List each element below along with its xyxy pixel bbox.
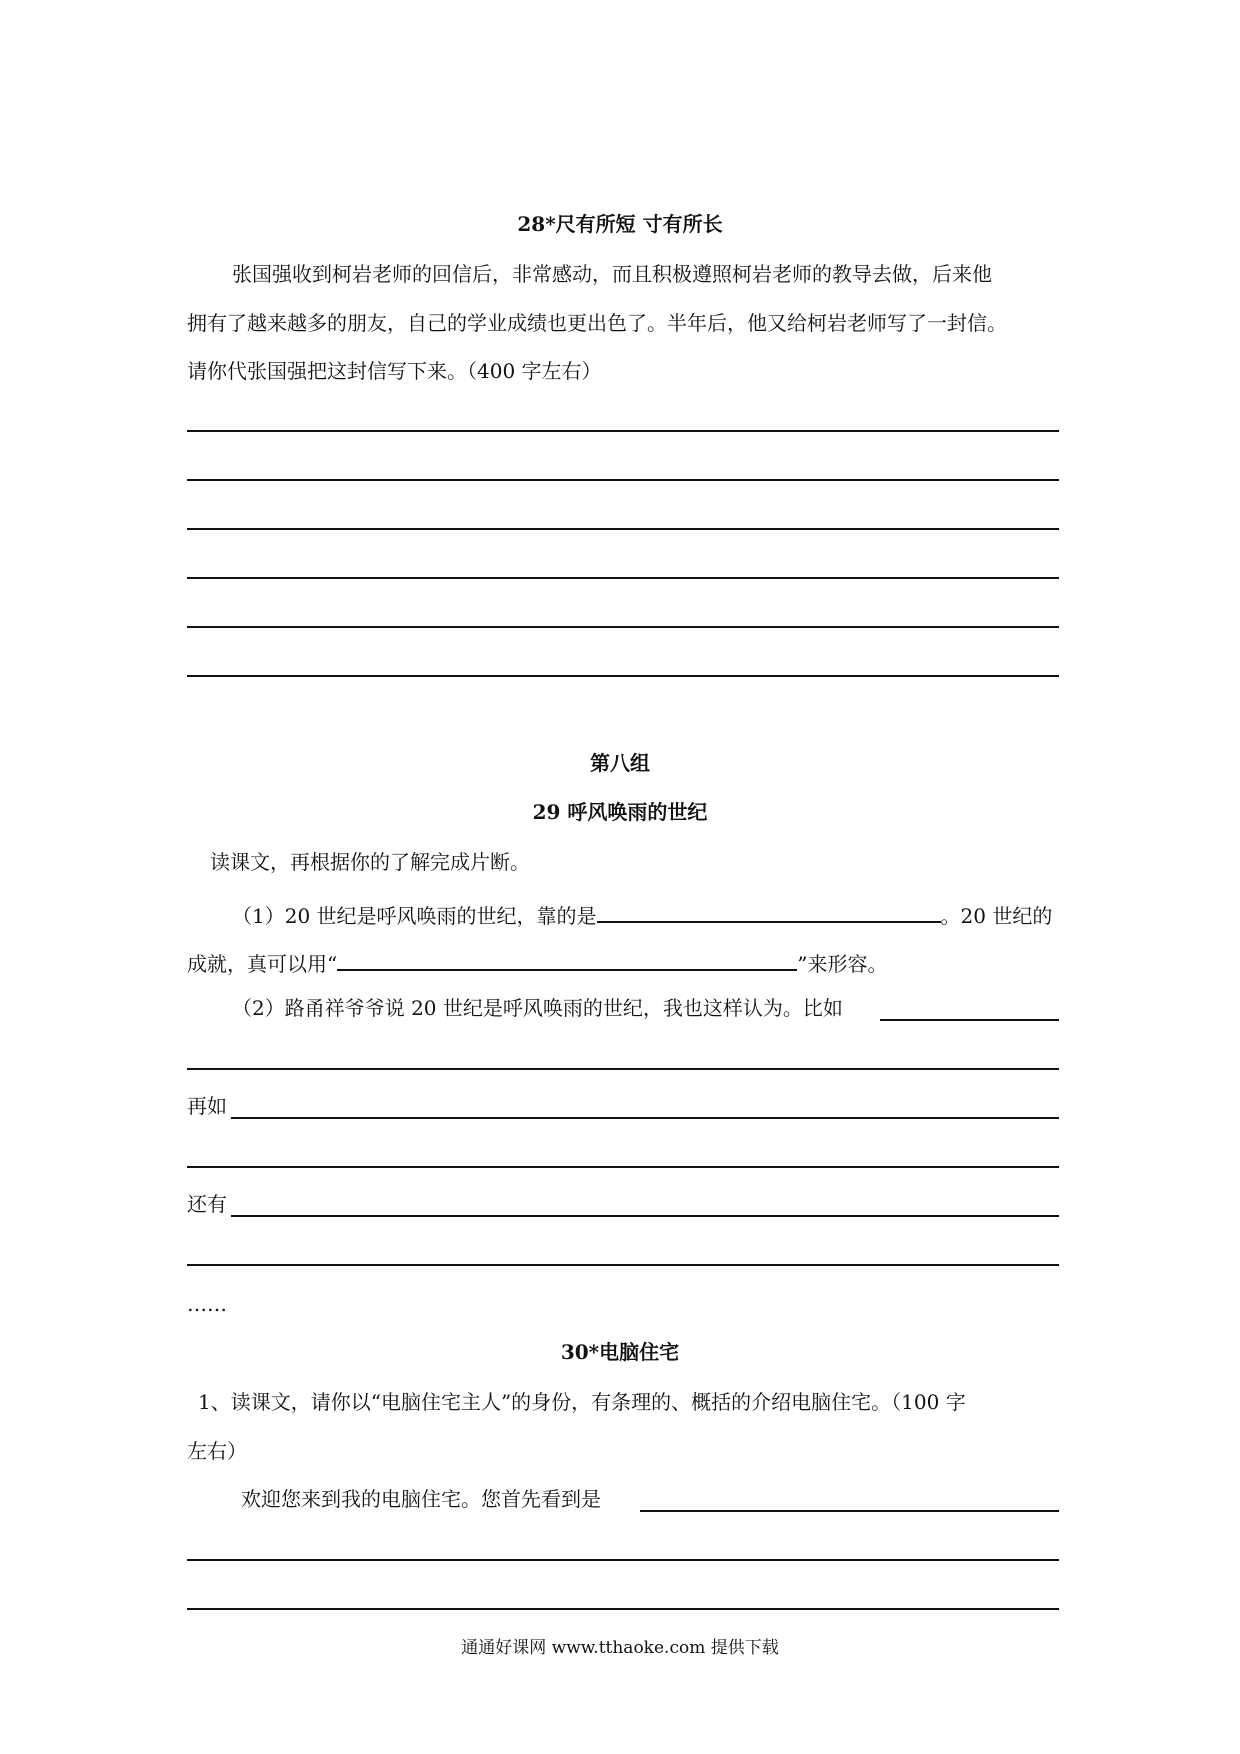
fill-blank[interactable] xyxy=(337,947,797,971)
answer-line xyxy=(187,626,1059,628)
section-28-title: 28*尺有所短 寸有所长 xyxy=(517,212,723,236)
question-1-text-c: 成就，真可以用“ xyxy=(187,952,338,976)
page-footer: 通通好课网 www.tthaoke.com 提供下载 xyxy=(461,1638,779,1658)
answer-line xyxy=(187,577,1059,579)
fill-blank[interactable] xyxy=(231,1215,1059,1217)
again-label: 再如 xyxy=(187,1094,227,1118)
fill-blank[interactable] xyxy=(640,1510,1059,1512)
welcome-text: 欢迎您来到我的电脑住宅。您首先看到是 xyxy=(241,1487,601,1511)
section-30-title: 30*电脑住宅 xyxy=(560,1340,680,1364)
question-1-text-b: 。20 世纪的 xyxy=(940,904,1053,928)
fill-blank[interactable] xyxy=(597,899,941,923)
answer-line xyxy=(187,1068,1059,1070)
section-28-paragraph-line-3: 请你代张国强把这封信写下来。（400 字左右） xyxy=(187,359,602,383)
section-29-title: 29 呼风唤雨的世纪 xyxy=(532,800,708,824)
question-2-text: （2）路甬祥爷爷说 20 世纪是呼风唤雨的世纪，我也这样认为。比如 xyxy=(232,996,843,1020)
answer-line xyxy=(187,1264,1059,1266)
also-label: 还有 xyxy=(187,1192,227,1216)
question-1-line-1 xyxy=(232,899,1052,928)
answer-line xyxy=(187,675,1059,677)
question-1-text-a: （1）20 世纪是呼风唤雨的世纪，靠的是 xyxy=(232,904,597,928)
fill-blank[interactable] xyxy=(880,1019,1059,1021)
ellipsis: …… xyxy=(187,1292,227,1316)
fill-blank[interactable] xyxy=(231,1117,1059,1119)
section-30-question-line-2: 左右） xyxy=(187,1439,247,1463)
question-1-line-2 xyxy=(187,947,887,976)
answer-line xyxy=(187,1608,1059,1610)
section-29-intro: 读课文，再根据你的了解完成片断。 xyxy=(210,850,530,874)
question-1-text-d: ”来形容。 xyxy=(797,952,888,976)
answer-line xyxy=(187,528,1059,530)
answer-line xyxy=(187,1166,1059,1168)
group-8-heading: 第八组 xyxy=(590,751,650,775)
section-30-question-line-1: 1、读课文，请你以“电脑住宅主人”的身份，有条理的、概括的介绍电脑住宅。（100 字 xyxy=(198,1390,966,1414)
section-28-paragraph-line-1: 张国强收到柯岩老师的回信后，非常感动，而且积极遵照柯岩老师的教导去做，后来他 xyxy=(232,262,992,286)
section-28-paragraph-line-2: 拥有了越来越多的朋友，自己的学业成绩也更出色了。半年后，他又给柯岩老师写了一封信。 xyxy=(187,311,1007,335)
answer-line xyxy=(187,479,1059,481)
answer-line xyxy=(187,430,1059,432)
answer-line xyxy=(187,1559,1059,1561)
